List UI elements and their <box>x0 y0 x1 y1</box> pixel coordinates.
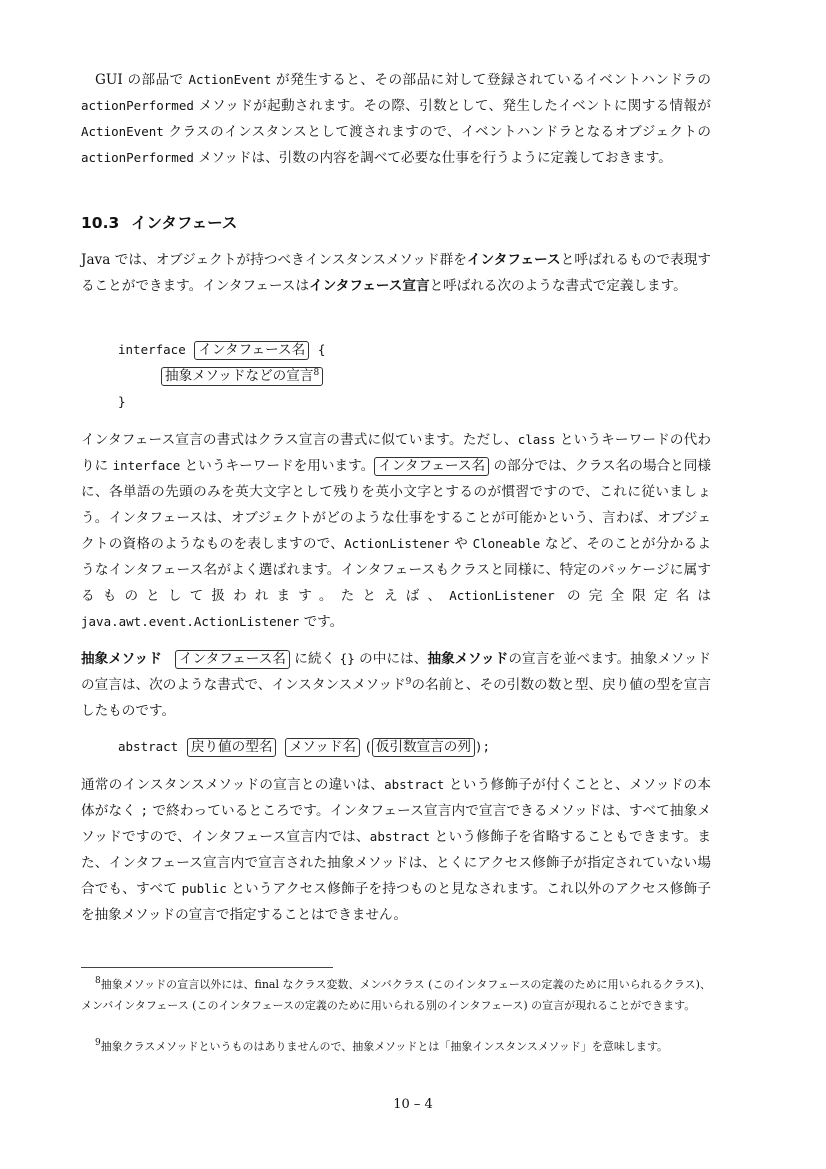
footnote-mark: 9 <box>405 677 412 687</box>
footnote-9: $^9$抽象クラスメソッドというものはありませんので、抽象メソッドとは「抽象インスタンスメソッド」を意味します。 <box>95 1038 669 1053</box>
section-number: 10.3 <box>81 214 120 232</box>
footnote-mark: 8 <box>95 976 101 986</box>
footnote-8: $^8$抽象メソッドの宣言以外には、final なクラス変数、メンバクラス (このインタフェースの定義のために用いられるクラス)、メンバインタフェース (このインタフェースの定義のために用いられる別のインタフェース) の宣言が現れることができます。 <box>81 976 711 1012</box>
paragraph-action-event: GUI の部品で ActionEvent が発生すると、その部品に対して登録されているイベントハンドラの actionPerformed メソッドが起動されます。その際、引数として、発生したイベントに関する情報が ActionEvent クラスのインスタンスとして渡されますので、イベントハンドラとなるオブジェクトの actionPerformed メソッドは、引数の内容を調べて必要な仕事を行うように定義しておきます。 <box>81 72 712 166</box>
interface-syntax-line-1: interface インタフェース名 { <box>118 342 326 358</box>
paragraph-lead: 抽象メソッド <box>81 651 162 667</box>
placeholder-box: インタフェース名 <box>175 650 290 669</box>
paragraph-interface-intro: Java では、オブジェクトが持つべきインスタンスメソッド群をインタフェースと呼ばれるもので表現することができます。インタフェースはインタフェース宣言と呼ばれる次のような書式で定義します。 <box>81 252 712 294</box>
interface-syntax-line-2 <box>161 363 323 389</box>
page-number: 10 – 4 <box>393 1097 433 1112</box>
section-title: インタフェース <box>131 214 238 232</box>
section-heading <box>81 211 237 233</box>
interface-syntax-line-3: } <box>118 394 126 409</box>
placeholder-box: 戻り値の型名 <box>187 738 277 757</box>
placeholder-box: 仮引数宣言の列 <box>372 738 475 757</box>
paragraph-abstract-method: 抽象メソッド インタフェース名 に続く {} の中には、抽象メソッドの宣言を並べます。抽象メソッドの宣言は、次のような書式で、インスタンスメソッド$^9$の名前と、その引数の数と型、戻り値の型を宣言したものです。 <box>81 651 712 719</box>
paragraph-interface-naming: インタフェース宣言の書式はクラス宣言の書式に似ています。ただし、class というキーワードの代わりに interface というキーワードを用います。 インタフェース名 の部分では、クラス名の場合と同様に、各単語の先頭のみを英大文字として残りを英小文字とするのが慣習ですので、これに従いましょう。インタフェースは、オブジェクトがどのような仕事をすることが可能かという、言わば、オブジェクトの資格のようなものを表しますので、ActionListener や Cloneable など、そのことが分かるようなインタフェース名がよく選ばれます。インタフェースもクラスと同様に、特定のパッケージに属するものとして扱われます。たとえば、ActionListener の完全限定名は java.awt.event.ActionListener です。 <box>81 432 711 630</box>
footnote-divider <box>81 967 333 968</box>
placeholder-box: メソッド名 <box>285 738 360 757</box>
placeholder-box: インタフェース名 <box>374 457 489 476</box>
abstract-syntax-line: abstract 戻り値の型名 メソッド名 ( 仮引数宣言の列 ); <box>118 739 491 755</box>
paragraph-abstract-modifier: 通常のインスタンスメソッドの宣言との違いは、abstract という修飾子が付くことと、メソッドの本体がなく ; で終わっているところです。インタフェース宣言内で宣言できるメソッドは、すべて抽象メソッドですので、インタフェース宣言内では、abstract という修飾子を省略することもできます。また、インタフェース宣言内で宣言された抽象メソッドは、とくにアクセス修飾子が指定されていない場合でも、すべて public というアクセス修飾子を持つものと見なされます。これ以外のアクセス修飾子を抽象メソッドの宣言で指定することはできません。 <box>81 777 711 923</box>
footnote-mark: 9 <box>95 1038 101 1048</box>
placeholder-box: インタフェース名 <box>194 341 309 360</box>
placeholder-box: 抽象メソッドなどの宣言$^8$ <box>161 367 323 386</box>
footnote-mark: 8 <box>313 368 320 378</box>
